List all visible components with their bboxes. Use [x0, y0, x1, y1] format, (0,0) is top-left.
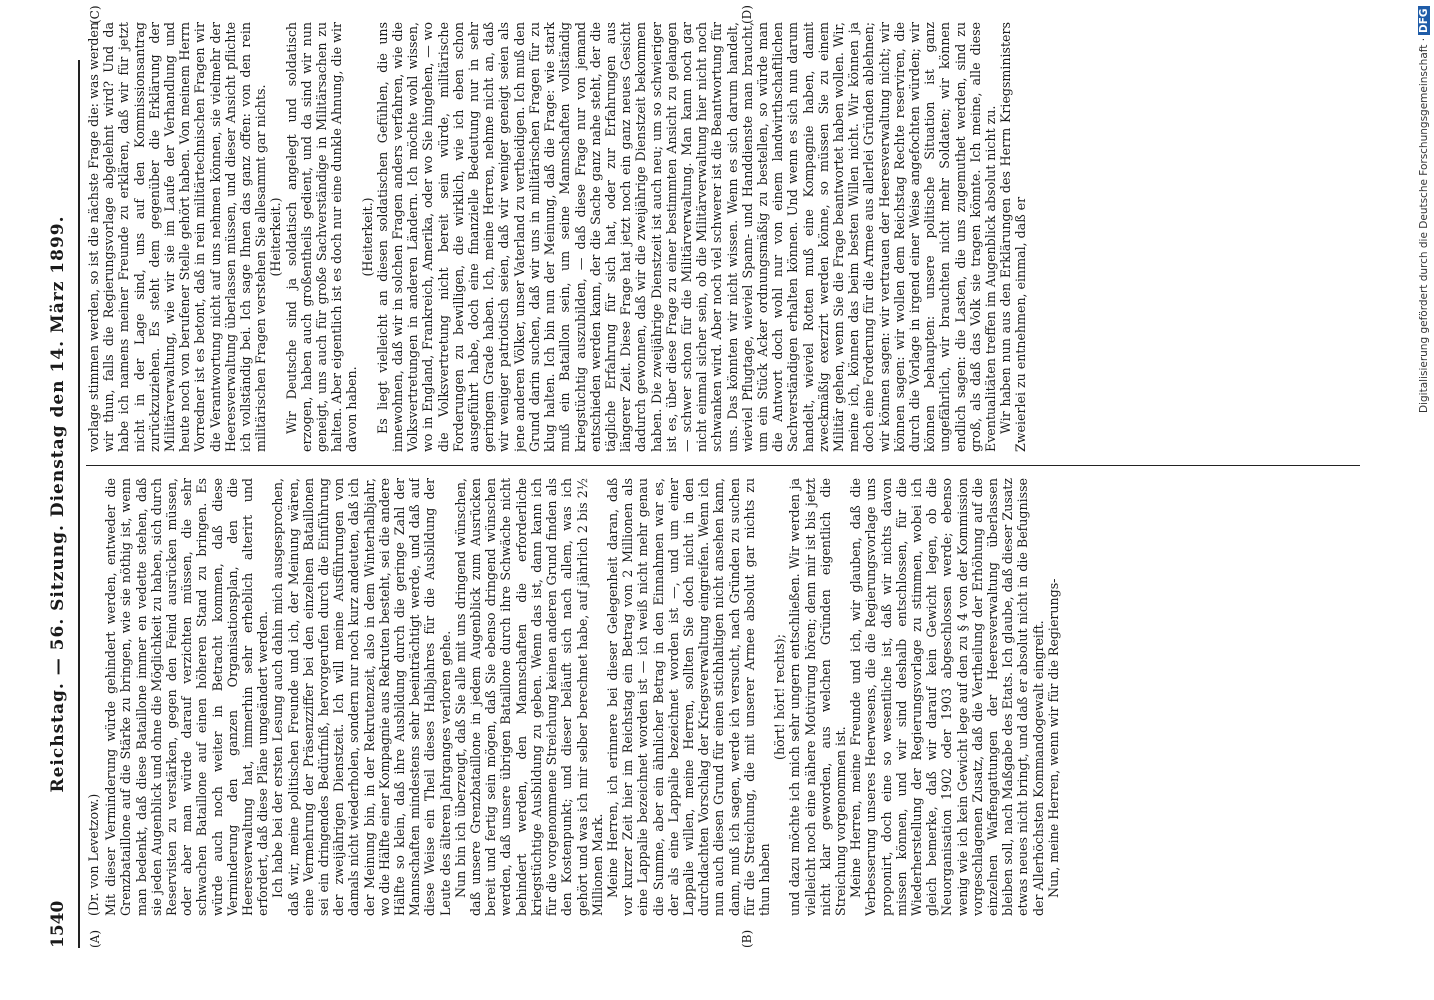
paragraph: Meine Herren, meine Freunde und ich, wir glauben, daß die Verbesserung unseres Heerwesens, die die Regierungsvorlage uns proponirt, doch eine so wesentliche ist, daß wir nichts davon missen können, und wir sind deshalb entschlossen, für die Wiederherstellung der Regierungsvorlage zu stimmen, wobei ich gleich bemerke, daß wir darauf kein Gewicht legen, ob die Neuorganisation 1902 oder 1903 abgeschlossen werde; ebenso wenig wie ich kein Gewicht lege auf den zu § 4 von der Kommission vorgeschlagenen Zusatz, daß die Vertheilung der Erhöhung auf die einzelnen Waffengattungen der Heeresverwaltung überlassen bleiben soll, nach Maßgabe des Etats. Ich glaube, daß dieser Zusatz etwas neues nicht bringt, und daß er absolut nicht in die Befugnisse der Allerhöchsten Kommandogewalt eingreift. [848, 478, 1046, 916]
page-title: Reichstag. — 56. Sitzung. Dienstag den 14. März 1899. [48, 215, 68, 793]
margin-marker-b: (B) [740, 929, 754, 948]
page-number: 1540 [48, 900, 68, 948]
digitization-text: Digitalisierung gefördert durch die Deutsche Forschungsgemeinschaft [1418, 44, 1430, 413]
paragraph: Wir haben nun aus den Erklärungen des Herrn Kriegsministers Zweierlei zu entnehmen, einmal, daß er [998, 22, 1029, 452]
paragraph: Meine Herren, ich erinnere bei dieser Gelegenheit daran, daß vor kurzer Zeit hier im Reichstag ein Betrag von 2 Millionen als eine Lappalie bezeichnet worden ist — ich weiß nicht mehr genau die Summe, aber ein ähnlicher Betrag in den Einnahmen war es, der als eine Lappalie bezeichnet worden ist —, und um einer Lappalie willen, meine Herren, sollten Sie doch nicht in den durchdachten Vorschlag der Kriegsverwaltung eingreifen. Wenn ich nun auch diesen Grund für einen stichhaltigen nicht ansehen kann, dann, muß ich sagen, werde ich versucht, nach Gründen zu suchen für die Streichung, die mit unserer Armee absolut gar nichts zu thun haben [604, 478, 772, 916]
margin-marker-d: (D) [740, 5, 754, 24]
interjection: (Heiterkeit.) [268, 197, 284, 277]
paragraph: Nun, meine Herren, wenn wir für die Regierungs- [1045, 578, 1061, 898]
interjection: (Heiterkeit.) [359, 197, 375, 277]
paragraph: und dazu möchte ich mich sehr ungern entschließen. Wir werden ja vielleicht noch eine nähere Motivirung hören; denn mir ist bis jetzt nicht klar geworden, aus welchen Gründen eigentlich die Streichung vorgenommen ist. [787, 478, 848, 916]
margin-marker-c: (C) [88, 5, 102, 24]
interjection: (hört! hört! rechts); [772, 634, 788, 760]
paragraph: Mit dieser Verminderung würde gehindert werden, entweder die Grenzbataillone auf die Stärke zu bringen, wie sie nöthig ist, wenn man bedenkt, daß diese Bataillone immer en vedette stehen, daß sie jeden Augenblick und ohne die Möglichkeit zu haben, sich durch Reservisten zu verstärken, gegen den Feind ausrücken müssen, oder aber man würde darauf verzichten müssen, die sehr schwachen Bataillone auf einen höheren Stand zu bringen. Es würde auch noch weiter in Betracht kommen, daß diese Verminderung den ganzen Organisationsplan, den die Heeresverwaltung hat, immerhin sehr erheblich alterirt und erfordert, daß diese Pläne umgeändert werden. [103, 478, 271, 916]
speaker-name: (Dr. von Levetzow.) [86, 793, 101, 916]
paragraph: vorlage stimmen werden, so ist die nächste Frage die: was werden wir thun, falls die Regierungsvorlage abgelehnt wird? Und da habe ich namens meiner Freunde zu erklären, daß wir für jetzt nicht in der Lage sind, uns auf den Kommissionsantrag zurückzuziehen. Es steht dem gegenüber die Erklärung der Militärverwaltung, wie wir sie im Laufe der Verhandlung und heute noch von berufener Stelle gehört haben. Von meinem Herrn Vorredner ist es betont, daß in rein militärtechnischen Fragen wir die Verantwortung nicht auf uns nehmen können, sie vielmehr der Heeresverwaltung überlassen müssen, und dieser Ansicht pflichte ich vollständig bei. Ich sage Ihnen das ganz offen: von den rein militärischen Fragen verstehen Sie allesammt gar nichts. [86, 22, 269, 452]
left-column [86, 478, 1360, 916]
paragraph: Wir Deutsche sind ja soldatisch angelegt und soldatisch erzogen, haben auch großentheils gedient, und da sind wir nun geneigt, uns auch für große Sachverständige in Militärsachen zu halten. Aber eigentlich ist es doch nur eine dunkle Ahnung, die wir davon haben. [283, 22, 360, 452]
paragraph: Es liegt vielleicht an diesen soldatischen Gefühlen, die uns innewohnen, daß wir in solchen Fragen anders verfahren, wie die Volksvertretungen in anderen Ländern. Ich möchte wohl wissen, wo in England, Frankreich, Amerika, oder wo Sie hingehen, — wo die Volksvertretung nicht bereit sein würde, militärische Forderungen zu bewilligen, die wirklich, wie ich eben schon ausgeführt habe, doch eine finanzielle Bedeutung nur in sehr geringem Grade haben. Ich, meine Herren, nehme nicht an, daß wir weniger patriotisch seien, daß wir weniger geneigt seien als jene anderen Völker, unser Vaterland zu vertheidigen. Ich muß den Grund darin suchen, daß wir uns in militärischen Fragen für zu klug halten. Ich bin nun der Meinung, daß die Frage: wie stark muß ein Bataillon sein, um seine Mannschaften vollständig kriegstüchtig auszubilden, — daß diese Frage nur von jemand entschieden werden kann, der die Sache ganz nahe steht, der die tägliche Erfahrung für sich hat, oder zur Erfahrungen aus längerer Zeit. Diese Frage hat jetzt noch ein ganz neues Gesicht dadurch gewonnen, daß wir die zweijährige Dienstzeit bekommen haben. Die zweijährige Dienstzeit ist auch neu; um so schwieriger ist es, über diese Frage zu einer bestimmten Ansicht zu gelangen — schwer schon für die Militärverwaltung. Man kann noch gar nicht einmal sicher sein, ob die Militärverwaltung hier nicht noch schwanken wird. Aber noch viel schwerer ist die Beantwortung für uns. Das könnten wir nicht wissen. Wenn es sich darum handelt, wieviel Pflugtage, wieviel Spann- und Handdienste man braucht, um ein Stück Acker ordnungsmäßig zu bestellen, so würde man die Antwort doch wohl nur von einem landwirthschaftlichen Sachverständigen erhalten können. Und wenn es sich nun darum handelt, wieviel Rotten muß eine Kompagnie haben, damit zweckmäßig exerzirt werden könne, so müssen Sie zu einem Militär gehen, wenn Sie die Frage beantwortet haben wollen. Wir, meine ich, können das beim besten Willen nicht. Wir können ja doch eine Forderung für die Armee aus allerlei Gründen ablehnen; wir können sagen: wir vertrauen der Heeresverwaltung nicht; wir können sagen: wir wollen dem Reichstag Rechte reserviren, die durch die Vorlage in irgend einer Weise angefochten würden; wir können behaupten: unsere politische Situation ist ganz ungefährlich, wir brauchten nicht mehr Soldaten; wir können endlich sagen: die Lasten, die uns zugemuthet werden, sind zu groß, als daß das Volk sie tragen könnte. Ich meine, alle diese Eventualitäten treffen im Augenblick absolut nicht zu. [374, 22, 998, 452]
page-header [44, 60, 74, 948]
header-rule [78, 60, 80, 948]
right-column [86, 22, 1360, 452]
paragraph: Ich habe bei der ersten Lesung auch dahin mich ausgesprochen, daß wir, meine politischen Freunde und ich, der Meinung wären, eine Vermehrung der Präsenzziffer bei den einzelnen Bataillonen sei ein dringendes Bedürfniß, hervorgerufen durch die Einführung der zweijährigen Dienstzeit. Ich will meine Ausführungen von damals nicht wiederholen, sondern nur noch kurz andeuten, daß ich der Meinung bin, in der Rekrutenzeit, also in dem Winterhalbjahr, wo die Hälfte einer Kompagnie aus Rekruten besteht, sei die andere Hälfte so klein, daß ihre Ausbildung durch die geringe Zahl der Mannschaften mindestens sehr beeinträchtigt werde, und daß auf diese Weise ein Theil dieses Halbjahres für die Ausbildung der Leute des älteren Jahrganges verloren gehe. [270, 478, 453, 916]
dfg-logo: DFG [1418, 8, 1430, 33]
column-divider [86, 465, 1360, 466]
paragraph: Nun bin ich überzeugt, daß Sie alle mit uns dringend wünschen, daß unsere Grenzbataillone in jedem Augenblick zum Ausrücken bereit und fertig sein mögen, daß Sie ebenso dringend wünschen werden, daß unsere übrigen Bataillone durch ihre Schwäche nicht behindert werden, den Mannschaften die erforderliche kriegstüchtige Ausbildung zu geben. Wenn das ist, dann kann ich für die vorgenommene Streichung keinen anderen Grund finden als den Kostenpunkt; und dieser beläuft sich nach allem, was ich gehört und was ich mir selber berechnet habe, auf jährlich 2 bis 2½ Millionen Mark. [452, 478, 605, 916]
digitization-note: Digitalisierung gefördert durch die Deutsche Forschungsgemeinschaft · DFG [1418, 8, 1430, 413]
margin-marker-a: (A) [88, 929, 102, 948]
